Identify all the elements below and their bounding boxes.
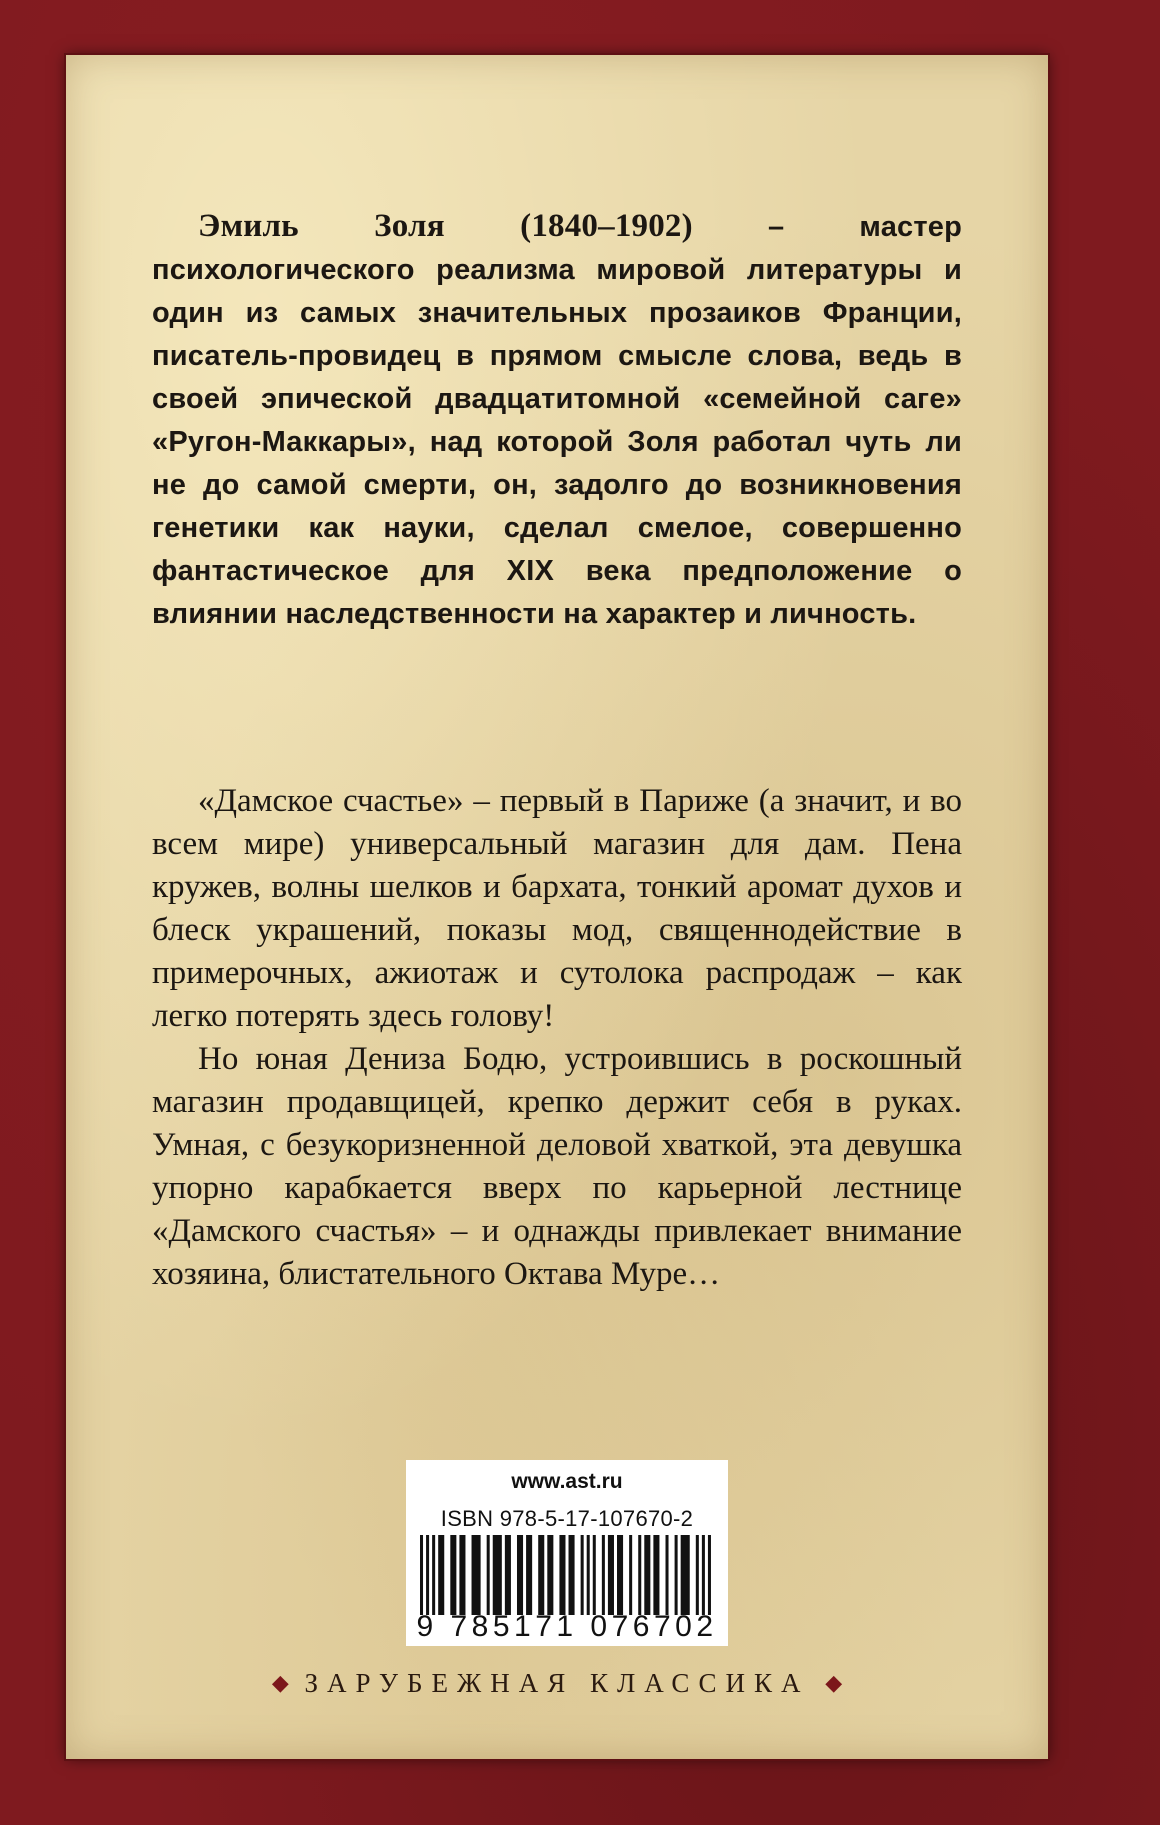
barcode-bar bbox=[420, 1535, 423, 1615]
barcode-bar bbox=[629, 1535, 632, 1615]
barcode-bar bbox=[493, 1535, 502, 1615]
barcode-bar bbox=[432, 1535, 435, 1615]
series-title-line bbox=[66, 1668, 1048, 1699]
barcode-bar bbox=[581, 1535, 584, 1615]
ornament-right-icon: ◆ bbox=[825, 1670, 843, 1695]
author-bio-text: – мастер психологического реализма мировой литературы и один из самых значительных прозаиков Франции, писатель-провидец в прямом смысле слова, ведь в своей эпической двадцатитомной «семейной саге» «Ругон-Маккары», над которой Золя работал чуть ли не до самой смерти, он, задолго до возникновения генетики как науки, сделал смелое, совершенно фантастическое для XIX века предположение о влиянии наследственности на характер и личность. bbox=[152, 211, 962, 630]
book-annotation bbox=[152, 780, 962, 1296]
publisher-website: www.ast.ru bbox=[511, 1470, 623, 1493]
barcode-bar bbox=[505, 1535, 511, 1615]
barcode-digits: 9 785171 076702 bbox=[416, 1610, 718, 1643]
barcode-bar bbox=[681, 1535, 690, 1615]
barcode-bar bbox=[526, 1535, 532, 1615]
barcode-bar bbox=[538, 1535, 544, 1615]
barcode-bar bbox=[666, 1535, 669, 1615]
barcode-bar bbox=[644, 1535, 650, 1615]
barcode-bar bbox=[459, 1535, 465, 1615]
barcode-bar bbox=[438, 1535, 444, 1615]
barcode-bar bbox=[617, 1535, 623, 1615]
barcode-bar bbox=[517, 1535, 523, 1615]
barcode-bar bbox=[547, 1535, 553, 1615]
barcode-bar bbox=[696, 1535, 699, 1615]
barcode-bar bbox=[569, 1535, 575, 1615]
barcode-bar bbox=[702, 1535, 705, 1615]
barcode-bars bbox=[420, 1535, 714, 1615]
barcode-bar bbox=[608, 1535, 614, 1615]
barcode-bar bbox=[653, 1535, 659, 1615]
barcode-bar bbox=[593, 1535, 596, 1615]
barcode-bar bbox=[559, 1535, 565, 1615]
barcode-panel bbox=[406, 1460, 728, 1646]
barcode-bar bbox=[638, 1535, 641, 1615]
annotation-paragraph-1: «Дамское счастье» – первый в Париже (а значит, и во всем мире) универсальный магазин для дам. Пена кружев, волны шелков и бархата, тонкий аромат духов и блеск украшений, показы мод, священнодействие в примерочных, ажиотаж и сутолока распродаж – как легко потерять здесь голову! bbox=[152, 783, 962, 1034]
series-title: ЗАРУБЕЖНАЯ КЛАССИКА bbox=[304, 1668, 810, 1698]
ornament-left-icon: ◆ bbox=[271, 1670, 289, 1695]
author-bio bbox=[152, 205, 962, 636]
annotation-paragraph-2: Но юная Дениза Бодю, устроившись в роскошный магазин продавщицей, крепко держит себя в руках. Умная, с безукоризненной деловой хваткой, эта девушка упорно карабкается вверх по карьерной лестнице «Дамского счастья» – и однажды привлекает внимание хозяина, блистательного Октава Муре… bbox=[152, 1041, 962, 1292]
barcode-bar bbox=[450, 1535, 456, 1615]
author-bio-paragraph bbox=[152, 205, 962, 636]
barcode-bar bbox=[426, 1535, 429, 1615]
barcode-bar bbox=[472, 1535, 481, 1615]
barcode-bar bbox=[587, 1535, 590, 1615]
barcode-bar bbox=[487, 1535, 490, 1615]
barcode-bar bbox=[602, 1535, 605, 1615]
barcode-bar bbox=[708, 1535, 711, 1615]
isbn-number: ISBN 978-5-17-107670-2 bbox=[440, 1506, 694, 1531]
barcode-bar bbox=[675, 1535, 678, 1615]
author-name-dates: Эмиль Золя (1840–1902) bbox=[198, 208, 693, 244]
